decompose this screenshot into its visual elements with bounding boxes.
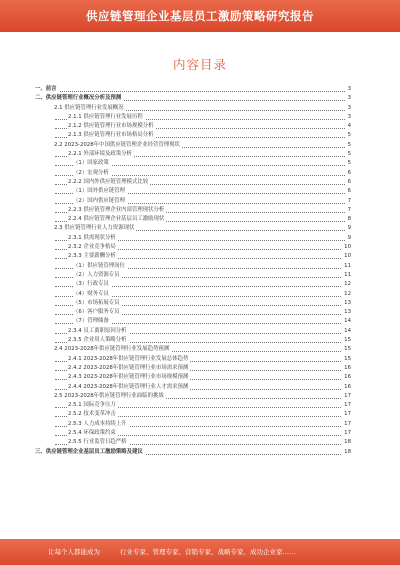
toc-entry-page: 11 (342, 271, 351, 280)
toc-entry[interactable] (35, 420, 351, 429)
toc-entry[interactable] (35, 401, 351, 410)
toc-entry-label: （2）人力资源专员 (73, 271, 122, 280)
toc-entry[interactable] (35, 122, 351, 131)
toc-entry-page: 16 (342, 364, 351, 373)
toc-entry-page: 17 (342, 410, 351, 419)
toc-entry-page: 10 (342, 252, 351, 261)
toc-entry-label: 2.1.2 供应链管理行业市场规模分析 (68, 122, 156, 131)
toc-entry-page: 18 (342, 438, 351, 447)
toc-entry-page: 6 (346, 169, 351, 178)
toc-entry-label: （7）管理储备 (73, 317, 111, 326)
toc-entry-label: 2.1.3 供应链管理行业市场格局分析 (68, 131, 156, 140)
toc-entry[interactable] (35, 252, 351, 261)
toc-entry-label: （4）财务专员 (73, 290, 111, 299)
toc-entry-label: 三、供应链管理企业基层员工激励策略及建议 (35, 448, 145, 457)
toc-entry-page: 5 (346, 131, 351, 140)
toc-entry[interactable] (35, 299, 351, 308)
toc-entry-page: 18 (342, 448, 351, 457)
toc-entry[interactable] (35, 308, 351, 317)
toc-entry-label: 2.2.1 外部环境及政策分析 (68, 150, 134, 159)
toc-entry-page: 14 (342, 317, 351, 326)
toc-entry-page: 12 (342, 290, 351, 299)
toc-entry-label: （2）宏观分析 (73, 169, 111, 178)
toc-entry-label: 2.3.3 主要薪酬分析 (68, 252, 118, 261)
toc-entry-page: 3 (346, 104, 351, 113)
toc-entry-label: 2.3.1 供需现状分析 (68, 234, 118, 243)
toc-entry-page: 16 (342, 373, 351, 382)
footer-slogan: 让每个人都能成为 (48, 548, 100, 556)
toc-entry-label: 2.5.1 国际竞争压力 (68, 401, 118, 410)
toc-entry-page: 5 (346, 150, 351, 159)
toc-heading: 内容目录 (172, 57, 227, 72)
toc-entry-label: （3）行政专员 (73, 280, 111, 289)
toc-entry-page: 9 (346, 234, 351, 243)
toc-entry[interactable] (35, 392, 351, 401)
toc-entry-label: （6）客户服务专员 (73, 308, 122, 317)
toc-entry-page: 4 (346, 122, 351, 131)
toc-entry-page: 6 (346, 178, 351, 187)
toc-entry[interactable] (35, 383, 351, 392)
toc-entry[interactable] (35, 373, 351, 382)
toc-entry-page: 11 (342, 262, 351, 271)
toc-entry-page: 3 (346, 94, 351, 103)
toc-entry-page: 13 (342, 299, 351, 308)
toc-entry[interactable] (35, 317, 351, 326)
toc-entry-page: 9 (346, 224, 351, 233)
toc-entry-page: 17 (342, 429, 351, 438)
toc-entry[interactable] (35, 364, 351, 373)
toc-entry-page: 8 (346, 215, 351, 224)
toc-entry-label: 2.5.5 行业监管日趋严格 (68, 438, 129, 447)
toc-entry[interactable] (35, 429, 351, 438)
toc-entry[interactable] (35, 206, 351, 215)
toc-entry[interactable] (35, 94, 351, 103)
toc-entry-page: 5 (346, 159, 351, 168)
toc-entry-page: 15 (342, 355, 351, 364)
toc-entry-page: 12 (342, 280, 351, 289)
toc-entry-label: 2.2 2023-2028年中国供应链管理企业经营管理现状 (54, 141, 182, 150)
toc-entry[interactable] (35, 271, 351, 280)
toc-entry[interactable] (35, 336, 351, 345)
toc-entry-page: 5 (346, 141, 351, 150)
document-title: 供应链管理企业基层员工激励策略研究报告 (86, 9, 314, 23)
toc-entry-label: 2.3.4 员工离职原因分析 (68, 327, 129, 336)
toc-entry-page: 7 (346, 197, 351, 206)
toc-entry-label: （1）供应链管理岗位 (73, 262, 127, 271)
toc-entry[interactable] (35, 178, 351, 187)
footer-bar (0, 539, 400, 565)
toc-entry-label: 2.5.2 技术变革冲击 (68, 410, 118, 419)
footer-tagline: 行业专家、管理专家、营销专家、战略专家、成功企业家…… (120, 548, 296, 556)
toc-entry[interactable] (35, 141, 351, 150)
toc-entry-page: 7 (346, 206, 351, 215)
toc-entry-label: （5）市场拓展专员 (73, 299, 122, 308)
toc-entry[interactable] (35, 234, 351, 243)
toc-entry[interactable] (35, 262, 351, 271)
toc-entry-label: 2.5 2023-2028年供应链管理行业面临的挑战 (54, 392, 166, 401)
toc-entry[interactable] (35, 280, 351, 289)
toc-entry-page: 3 (346, 113, 351, 122)
toc-entry-label: 2.2.4 供应链管理企业基层员工激励现状 (68, 215, 166, 224)
toc-entry[interactable] (35, 345, 351, 354)
toc-entry-label: 2.1.1 供应链管理行业发展历程 (68, 113, 145, 122)
toc-entry-label: （1）国外供应链管理 (73, 187, 127, 196)
toc-entry-page: 17 (342, 392, 351, 401)
toc-entry-label: 2.4 2023-2028年供应链管理行业发展趋势预测 (54, 345, 171, 354)
toc-entry-label: 2.4.1 2023-2028年供应链管理行业发展总体趋势 (68, 355, 190, 364)
toc-entry[interactable] (35, 327, 351, 336)
toc-entry-page: 6 (346, 187, 351, 196)
toc-entry-label: 2.2.2 国内外供应链管理模式比较 (68, 178, 150, 187)
toc-entry-label: 2.4.4 2023-2028年供应链管理行业人才需求预测 (68, 383, 190, 392)
toc-entry[interactable] (35, 438, 351, 447)
toc-entry-label: 2.4.3 2023-2028年供应链管理行业市场规模预测 (68, 373, 190, 382)
toc-entry-page: 17 (342, 401, 351, 410)
toc-entry[interactable] (35, 355, 351, 364)
toc-entry-label: 2.3.5 企业用人策略分析 (68, 336, 129, 345)
toc-entry-label: （1）国家政策 (73, 159, 111, 168)
toc-entry[interactable] (35, 197, 351, 206)
toc-entry-page: 3 (346, 85, 351, 94)
toc-entry[interactable] (35, 243, 351, 252)
toc-entry-label: 二、供应链管理行业概况分析及预测 (35, 94, 123, 103)
toc-entry-label: 2.5.3 人力成本持续上升 (68, 420, 129, 429)
toc-entry[interactable] (35, 187, 351, 196)
toc-entry-page: 15 (342, 345, 351, 354)
header-bar (0, 0, 400, 32)
toc-entry[interactable] (35, 410, 351, 419)
toc-entry[interactable] (35, 159, 351, 168)
toc-entry-label: 一、前言 (35, 85, 59, 94)
toc-entry-page: 16 (342, 383, 351, 392)
toc-entry-label: 2.3.2 企业竞争格局 (68, 243, 118, 252)
toc-entry-label: 2.2.3 供应链管理企业内部管理现状分析 (68, 206, 166, 215)
toc-entry[interactable] (35, 448, 351, 457)
toc-entry[interactable] (35, 215, 351, 224)
toc-entry[interactable] (35, 104, 351, 113)
toc-entry[interactable] (35, 150, 351, 159)
toc-entry-label: 2.1 供应链管理行业发展概况 (54, 104, 126, 113)
toc-entry[interactable] (35, 290, 351, 299)
toc-entry-label: 2.4.2 2023-2028年供应链管理行业市场需求预测 (68, 364, 190, 373)
toc-entry-label: （2）国内供应链管理 (73, 197, 127, 206)
toc-entry-label: 2.5.4 环保政策约束 (68, 429, 118, 438)
toc-leader-dots (35, 91, 351, 92)
table-of-contents (35, 85, 351, 457)
toc-entry-page: 13 (342, 308, 351, 317)
toc-entry[interactable] (35, 169, 351, 178)
toc-entry-page: 15 (342, 336, 351, 345)
toc-entry[interactable] (35, 224, 351, 233)
toc-entry-page: 10 (342, 243, 351, 252)
toc-entry-page: 14 (342, 327, 351, 336)
toc-entry[interactable] (35, 113, 351, 122)
toc-entry-label: 2.3 供应链管理行业人力资源现状 (54, 224, 136, 233)
toc-entry[interactable] (35, 85, 351, 94)
toc-entry[interactable] (35, 131, 351, 140)
toc-entry-page: 17 (342, 420, 351, 429)
